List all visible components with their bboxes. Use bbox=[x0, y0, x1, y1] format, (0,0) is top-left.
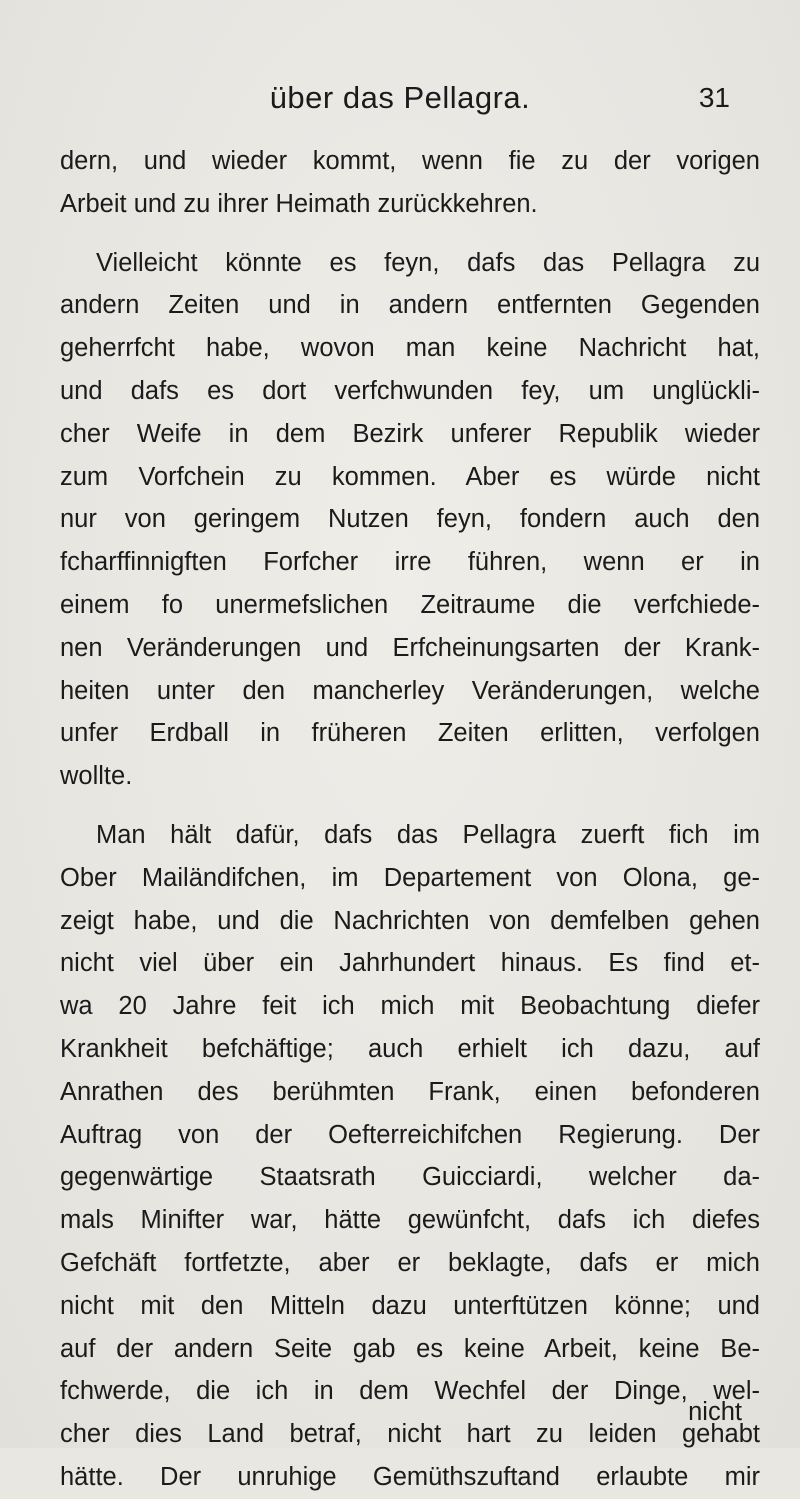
text-line: Man hält dafür, dafs das Pellagra zuerft fich im bbox=[96, 820, 760, 849]
text-line: zeigt habe, und die Nachrichten von demfelben gehen bbox=[60, 906, 760, 935]
text-line: cher dies Land betraf, nicht hart zu leiden gehabt bbox=[60, 1420, 760, 1449]
text-line: auf der andern Seite gab es keine Arbeit, keine Be- bbox=[60, 1334, 760, 1363]
text-line: dern, und wieder kommt, wenn fie zu der vorigen bbox=[60, 147, 760, 175]
text-line: nicht viel über ein Jahrhundert hinaus. Es find et- bbox=[60, 949, 760, 978]
running-title: über das Pellagra. bbox=[269, 80, 531, 115]
text-line: wollte. bbox=[60, 762, 133, 791]
text-line: Auftrag von der Oefterreichifchen Regierung. Der bbox=[60, 1120, 760, 1149]
text-line: fchwerde, die ich in dem Wechfel der Dinge, wel- bbox=[60, 1377, 760, 1406]
text-line: andern Zeiten und in andern entfernten Gegenden bbox=[60, 291, 760, 320]
running-head bbox=[60, 80, 740, 120]
text-line: Gefchäft fortfetzte, aber er beklagte, dafs er mich bbox=[60, 1248, 760, 1277]
text-line: Arbeit und zu ihrer Heimath zurückkehren. bbox=[60, 189, 538, 218]
text-line: gegenwärtige Staatsrath Guicciardi, welcher da- bbox=[60, 1163, 760, 1192]
text-line: geherrfcht habe, wovon man keine Nachricht hat, bbox=[60, 334, 760, 363]
text-line: cher Weife in dem Bezirk unferer Republik wieder bbox=[60, 419, 760, 448]
text-line: nur von geringem Nutzen feyn, fondern auch den bbox=[60, 505, 760, 534]
text-line: mals Minifter war, hätte gewünfcht, dafs ich diefes bbox=[60, 1206, 760, 1235]
text-line: zum Vorfchein zu kommen. Aber es würde nicht bbox=[60, 462, 760, 491]
text-line: fcharffinnigften Forfcher irre führen, wenn er in bbox=[60, 548, 760, 577]
text-line: hätte. Der unruhige Gemüthszuftand erlaubte mir bbox=[60, 1462, 760, 1491]
text-line: nicht mit den Mitteln dazu unterftützen könne; und bbox=[60, 1291, 760, 1320]
text-line: einem fo unermefslichen Zeitraume die verfchiede- bbox=[60, 590, 760, 619]
text-line: nen Veränderungen und Erfcheinungsarten der Krank- bbox=[60, 633, 760, 662]
text-line: Krankheit befchäftige; auch erhielt ich dazu, auf bbox=[60, 1034, 760, 1063]
catchword: nicht bbox=[688, 1398, 742, 1426]
text-line: und dafs es dort verfchwunden fey, um unglückli- bbox=[60, 376, 760, 405]
text-line: heiten unter den mancherley Veränderungen, welche bbox=[60, 676, 760, 705]
paragraph-2 bbox=[60, 242, 760, 798]
text-line: Vielleicht könnte es feyn, dafs das Pellagra zu bbox=[96, 248, 760, 277]
paragraph-3 bbox=[60, 814, 760, 1499]
paragraph-1 bbox=[60, 140, 760, 226]
body-text bbox=[60, 140, 760, 1499]
text-line: Ober Mailändifchen, im Departement von Olona, ge- bbox=[60, 863, 760, 892]
text-line: unfer Erdball in früheren Zeiten erlitten, verfolgen bbox=[60, 719, 760, 748]
text-line: wa 20 Jahre feit ich mich mit Beobachtung diefer bbox=[60, 992, 760, 1021]
text-line: Anrathen des berühmten Frank, einen befonderen bbox=[60, 1077, 760, 1106]
page-number: 31 bbox=[698, 82, 730, 113]
